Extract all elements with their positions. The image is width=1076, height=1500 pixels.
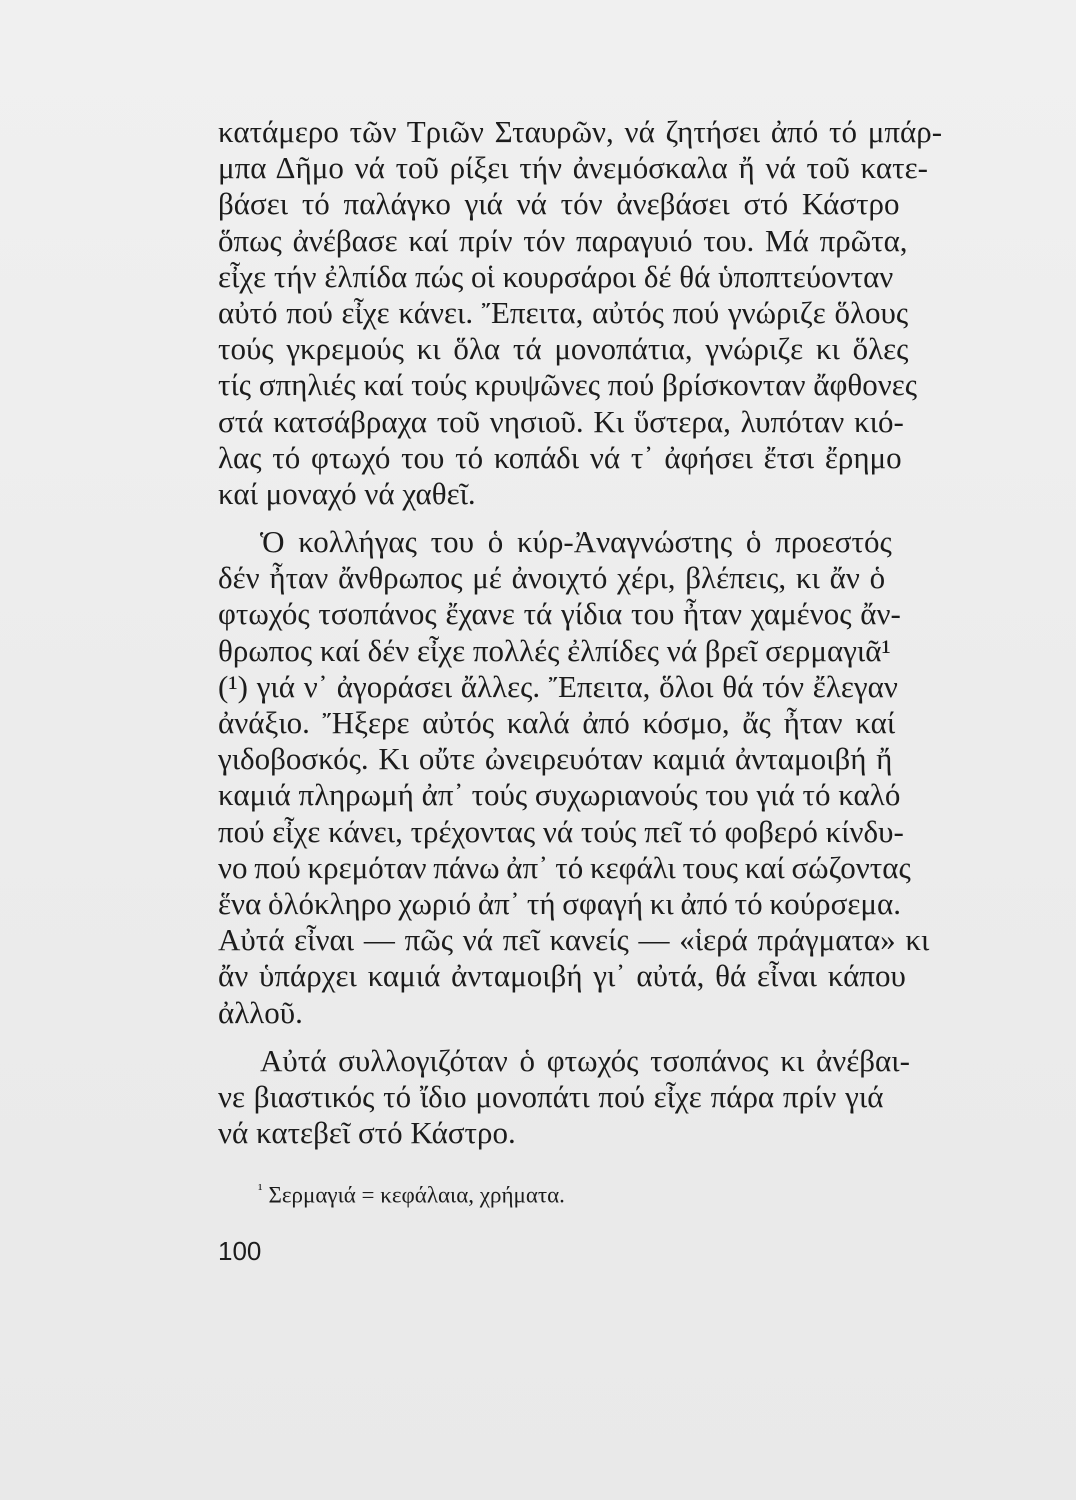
text-line: γιδοβοσκός. Κι οὔτε ὠνειρευόταν καμιά ἀνταμοιβή ἤ (218, 741, 893, 777)
footnote (258, 1182, 565, 1209)
text-line: εἶχε τήν ἐλπίδα πώς οἱ κουρσάροι δέ θά ὑποπτεύονταν (218, 258, 894, 294)
text-line: μπα Δῆμο νά τοῦ ρίξει τήν ἀνεμόσκαλα ἤ νά τοῦ κατε- (218, 150, 928, 186)
body-text (218, 114, 1038, 1151)
page-number: 100 (218, 1236, 262, 1266)
text-line: κατάμερο τῶν Τριῶν Σταυρῶν, νά ζητήσει ἀπό τό μπάρ- (218, 114, 943, 149)
text-line: (¹) γιά ν᾿ ἀγοράσει ἄλλες. Ἔπειτα, ὅλοι θά τόν ἔλεγαν (218, 668, 898, 704)
text-line: αὐτό πού εἶχε κάνει. Ἔπειτα, αὐτός πού γνώριζε ὅλους (218, 294, 909, 330)
paragraph-3 (218, 1043, 1038, 1152)
footnote-marker: ¹ (258, 1182, 263, 1198)
text-line: καμιά πληρωμή ἀπ᾿ τούς συχωριανούς του γιά τό καλό (218, 777, 901, 813)
text-line: ὅπως ἀνέβασε καί πρίν τόν παραγυιό του. Μά πρῶτα, (218, 222, 908, 258)
paragraph-1 (218, 114, 1038, 512)
text-line: Ὁ κολλήγας του ὁ κύρ-Ἀναγνώστης ὁ προεστός (260, 524, 892, 560)
text-line: Αὐτά εἶναι — πῶς νά πεῖ κανείς — «ἱερά πράγματα» κι (218, 922, 930, 958)
text-line: δέν ἦταν ἄνθρωπος μέ ἀνοιχτό χέρι, βλέπεις, κι ἄν ὁ (218, 560, 886, 596)
text-line: θρωπος καί δέν εἶχε πολλές ἐλπίδες νά βρεῖ σερμαγιᾶ¹ (218, 632, 891, 668)
text-line: λας τό φτωχό του τό κοπάδι νά τ᾿ ἀφήσει ἔτσι ἔρημο (218, 439, 902, 475)
text-line: πού εἶχε κάνει, τρέχοντας νά τούς πεῖ τό φοβερό κίνδυ- (218, 813, 904, 849)
text-line: τίς σπηλιές καί τούς κρυψῶνες πού βρίσκονταν ἄφθονες (218, 367, 918, 403)
text-line: νε βιαστικός τό ἴδιο μονοπάτι πού εἶχε πάρα πρίν γιά (218, 1078, 884, 1114)
text-line: βάσει τό παλάγκο γιά νά τόν ἀνεβάσει στό Κάστρο (218, 186, 900, 222)
text-line: τούς γκρεμούς κι ὅλα τά μονοπάτια, γνώριζε κι ὅλες (218, 331, 909, 367)
text-line: ἀλλοῦ. (218, 994, 303, 1030)
text-line: φτωχός τσοπάνος ἔχανε τά γίδια του ἦταν χαμένος ἄν- (218, 596, 901, 632)
paragraph-2 (218, 524, 1038, 1031)
text-line: καί μοναχό νά χαθεῖ. (218, 475, 476, 511)
text-line: Αὐτά συλλογιζόταν ὁ φτωχός τσοπάνος κι ἀνέβαι- (260, 1042, 910, 1078)
footnote-text: Σερμαγιά = κεφάλαια, χρήματα. (268, 1182, 565, 1208)
text-line: στά κατσάβραχα τοῦ νησιοῦ. Κι ὕστερα, λυπόταν κιό- (218, 403, 904, 439)
text-line: ἕνα ὁλόκληρο χωριό ἀπ᾿ τή σφαγή κι ἀπό τό κούρσεμα. (218, 885, 901, 921)
text-line: νά κατεβεῖ στό Κάστρο. (218, 1115, 516, 1151)
text-line: ἀνάξιο. Ἤξερε αὐτός καλά ἀπό κόσμο, ἄς ἦταν καί (218, 705, 896, 740)
text-line: ἄν ὑπάρχει καμιά ἀνταμοιβή γι᾿ αὐτά, θά εἶναι κάπου (218, 958, 906, 994)
text-line: νο πού κρεμόταν πάνω ἀπ᾿ τό κεφάλι τους καί σώζοντας (218, 849, 911, 885)
